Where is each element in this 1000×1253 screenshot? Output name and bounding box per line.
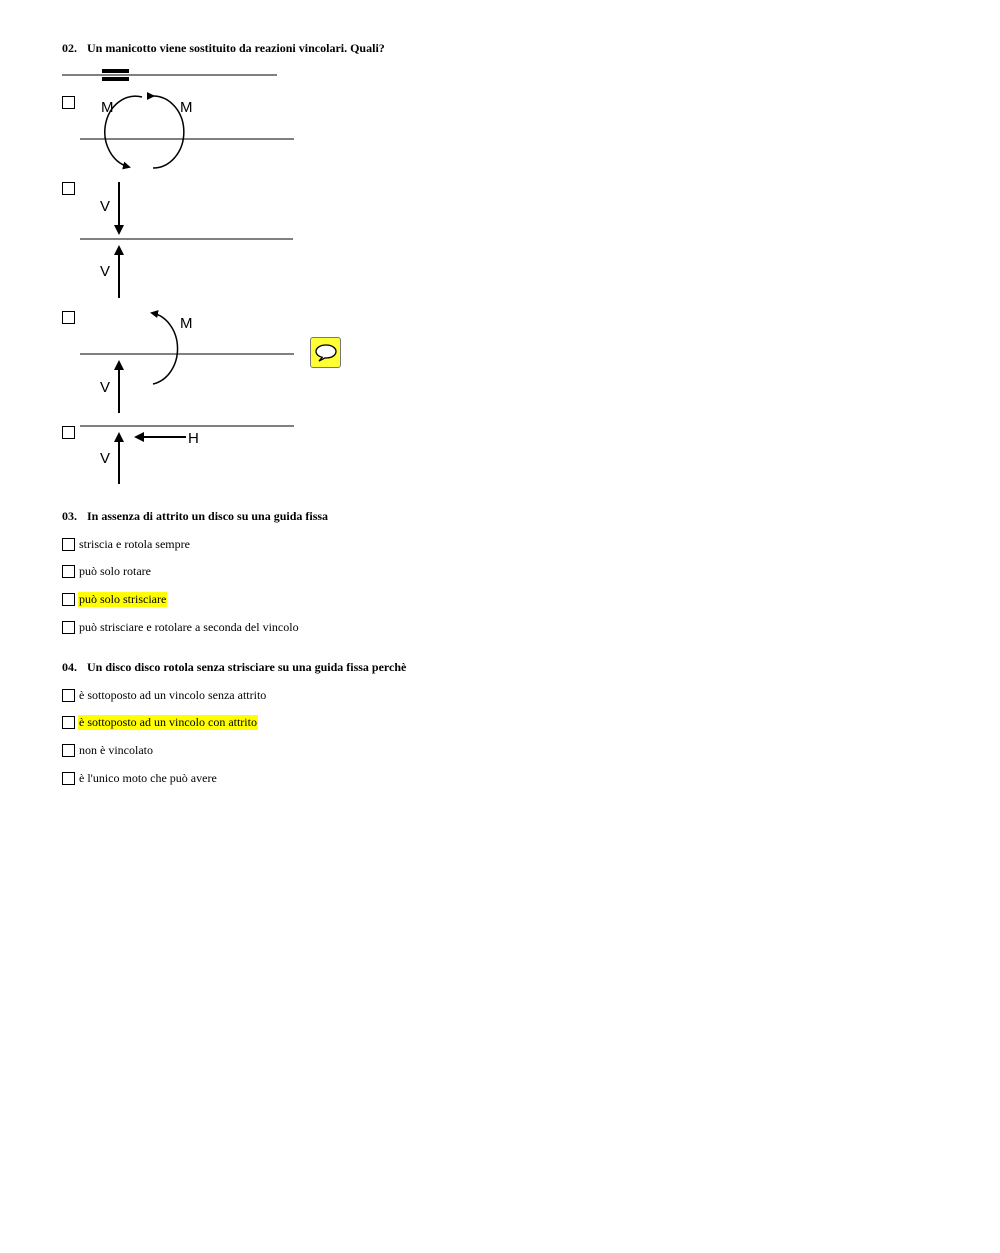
question-03-heading	[62, 509, 328, 524]
q02-option-c-diagram	[80, 313, 294, 413]
q02-option-c-checkbox[interactable]	[62, 311, 75, 324]
question-text: Un disco disco rotola senza strisciare su una guida fissa perchè	[87, 660, 407, 674]
question-text: Un manicotto viene sostituito da reazioni vincolari. Quali?	[87, 41, 385, 55]
answer-text: può strisciare e rotolare a seconda del vincolo	[79, 619, 299, 634]
vertical-force-label: V	[100, 198, 111, 215]
answer-checkbox[interactable]	[62, 689, 75, 702]
q02-option-b-diagram	[80, 182, 293, 298]
question-text: In assenza di attrito un disco su una guida fissa	[87, 509, 329, 523]
q02-option-d-diagram	[80, 426, 294, 484]
q03-option-2[interactable]	[62, 563, 152, 579]
vertical-force-label: V	[100, 379, 111, 396]
question-number: 03.	[62, 509, 77, 523]
moment-label: M	[180, 315, 193, 332]
q04-option-2[interactable]	[62, 714, 258, 730]
vertical-force-label: V	[100, 263, 111, 280]
answer-checkbox[interactable]	[62, 538, 75, 551]
q03-option-3[interactable]	[62, 591, 167, 607]
q03-option-1[interactable]	[62, 536, 191, 552]
q03-option-4[interactable]	[62, 619, 300, 635]
vertical-force-label: V	[100, 450, 111, 467]
sleeve-model	[62, 69, 277, 81]
q02-diagrams	[0, 0, 360, 500]
q02-option-a-diagram	[80, 96, 294, 168]
q02-option-b-checkbox[interactable]	[62, 182, 75, 195]
answer-text: non è vincolato	[79, 742, 153, 757]
q02-option-a-checkbox[interactable]	[62, 96, 75, 109]
answer-checkbox[interactable]	[62, 744, 75, 757]
question-number: 04.	[62, 660, 77, 674]
question-number: 02.	[62, 41, 77, 55]
q02-option-d-checkbox[interactable]	[62, 426, 75, 439]
horizontal-force-label: H	[188, 430, 199, 447]
q04-option-4[interactable]	[62, 770, 218, 786]
answer-checkbox[interactable]	[62, 565, 75, 578]
answer-text: è l'unico moto che può avere	[79, 770, 217, 785]
answer-text: striscia e rotola sempre	[79, 536, 190, 551]
answer-text: è sottoposto ad un vincolo senza attrito	[79, 687, 267, 702]
answer-checkbox[interactable]	[62, 593, 75, 606]
question-04-heading	[62, 660, 406, 675]
q04-option-1[interactable]	[62, 687, 267, 703]
highlighted-answer-text: è sottoposto ad un vincolo con attrito	[79, 714, 257, 729]
comment-note-icon[interactable]	[310, 337, 341, 368]
moment-label: M	[101, 99, 114, 116]
moment-label: M	[180, 99, 193, 116]
answer-checkbox[interactable]	[62, 716, 75, 729]
q04-option-3[interactable]	[62, 742, 154, 758]
highlighted-answer-text: può solo strisciare	[79, 591, 167, 606]
answer-text: può solo rotare	[79, 563, 151, 578]
answer-checkbox[interactable]	[62, 772, 75, 785]
answer-checkbox[interactable]	[62, 621, 75, 634]
